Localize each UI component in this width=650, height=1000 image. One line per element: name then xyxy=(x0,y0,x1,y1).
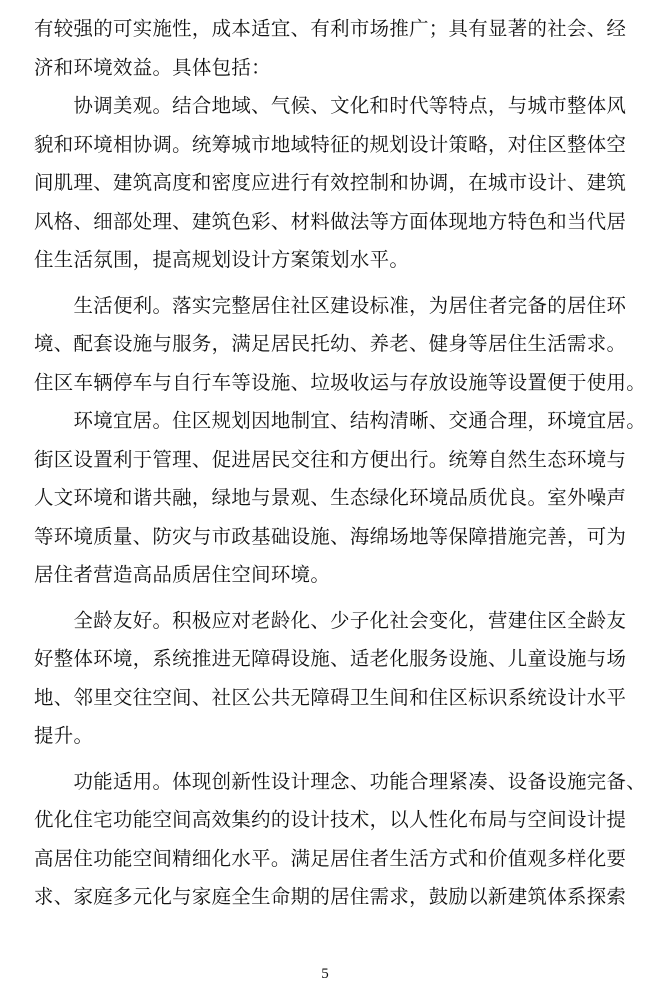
paragraph-line: 功能适用。体现创新性设计理念、功能合理紧凑、设备设施完备、 xyxy=(34,769,646,793)
paragraph-line: 高居住功能空间精细化水平。满足居住者生活方式和价值观多样化要 xyxy=(34,846,627,870)
paragraph-line: 间肌理、建筑高度和密度应进行有效控制和协调，在城市设计、建筑 xyxy=(34,171,627,194)
paragraph-gap xyxy=(34,280,618,287)
paragraph-line: 住生活氛围，提高规划设计方案策划水平。 xyxy=(34,248,410,271)
paragraph-line: 貌和环境相协调。统筹城市地域特征的规划设计策略，对住区整体空 xyxy=(34,132,627,156)
text-line: 济和环境效益。具体包括： xyxy=(34,55,271,79)
paragraph-line: 生活便利。落实完整居住社区建设标准，为居住者完备的居住环 xyxy=(34,293,627,317)
paragraph-line: 街区设置利于管理、促进居民交往和方便出行。统筹自然生态环境与 xyxy=(34,447,627,471)
paragraph-line: 环境宜居。住区规划因地制宜、结构清晰、交通合理，环境宜居。 xyxy=(34,409,646,432)
text-line: 有较强的可实施性，成本适宜、有利市场推广；具有显著的社会、经 xyxy=(34,17,627,40)
paragraph-gap xyxy=(34,756,618,763)
paragraph-line: 全龄友好。积极应对老龄化、少子化社会变化，营建住区全龄友 xyxy=(34,608,627,632)
paragraph-line: 住区车辆停车与自行车等设施、垃圾收运与存放设施等设置便于使用。 xyxy=(34,370,646,394)
paragraph-line: 提升。 xyxy=(34,724,94,747)
paragraph-line: 人文环境和谐共融，绿地与景观、生态绿化环境品质优良。室外噪声 xyxy=(34,486,627,509)
paragraph-line: 优化住宅功能空间高效集约的设计技术，以人性化布局与空间设计提 xyxy=(34,808,627,831)
paragraph-line: 协调美观。结合地域、气候、文化和时代等特点，与城市整体风 xyxy=(34,94,627,117)
document-body xyxy=(34,10,646,917)
paragraph-line: 等环境质量、防灾与市政基础设施、海绵场地等保障措施完善，可为 xyxy=(34,524,627,548)
paragraph-line: 居住者营造高品质居住空间环境。 xyxy=(34,563,331,586)
paragraph-line: 境、配套设施与服务，满足居民托幼、养老、健身等居住生活需求。 xyxy=(34,332,627,355)
paragraph-line: 求、家庭多元化与家庭全生命期的居住需求，鼓励以新建筑体系探索 xyxy=(34,885,627,908)
paragraph-line: 好整体环境，系统推进无障碍设施、适老化服务设施、儿童设施与场 xyxy=(34,647,627,670)
paragraph-gap xyxy=(34,595,618,602)
paragraph-line: 地、邻里交往空间、社区公共无障碍卫生间和住区标识系统设计水平 xyxy=(34,685,627,709)
paragraph-line: 风格、细部处理、建筑色彩、材料做法等方面体现地方特色和当代居 xyxy=(34,209,627,233)
page-number: 5 xyxy=(321,966,329,982)
